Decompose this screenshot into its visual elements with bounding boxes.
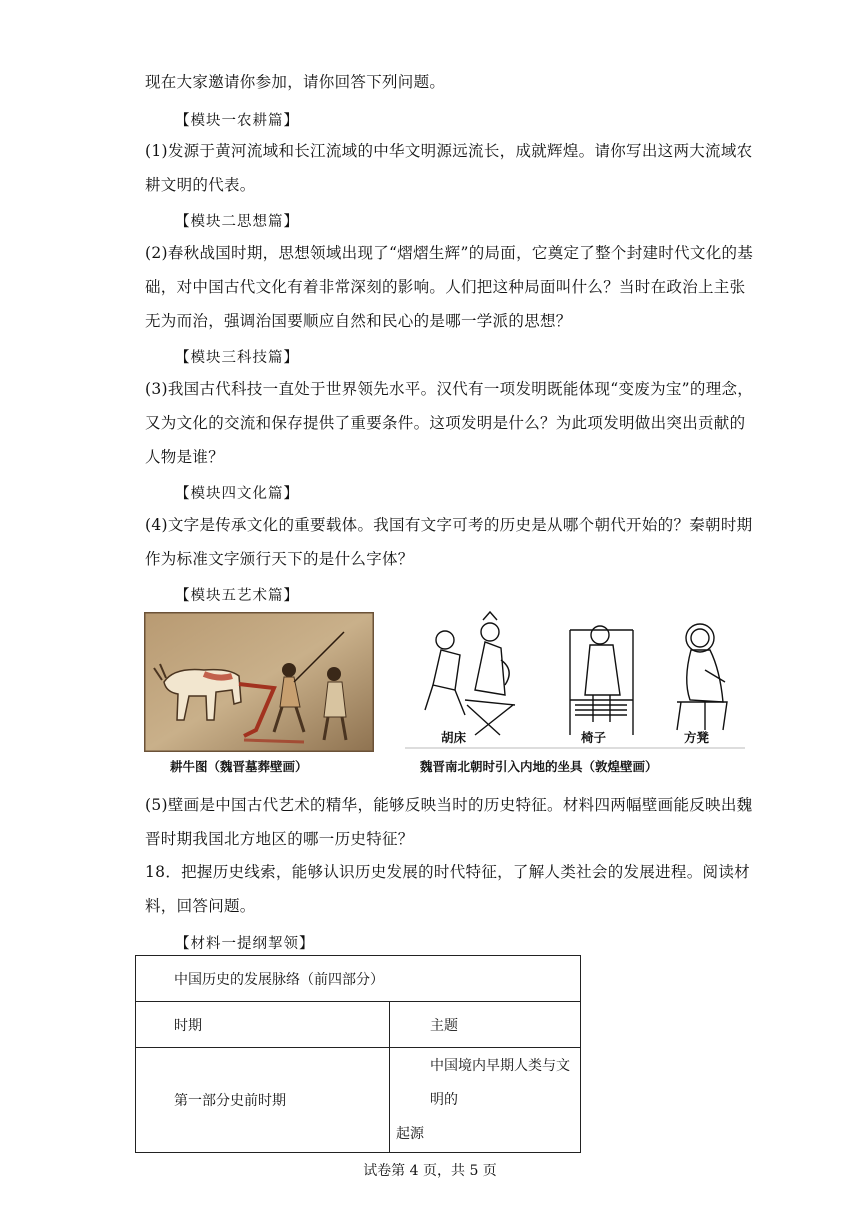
module-3-heading: 【模块三科技篇】 [175, 350, 299, 366]
left-figure-caption: 耕牛图（魏晋墓葬壁画） [170, 759, 308, 774]
page-footer: 试卷第 4 页，共 5 页 [363, 1163, 497, 1179]
table-row-1-period: 第一部分史前时期 [136, 1048, 390, 1153]
q18-line-1: 18．把握历史线索，能够认识历史发展的时代特征，了解人类社会的发展进程。阅读材 [145, 863, 750, 881]
module-1-heading: 【模块一农耕篇】 [175, 113, 299, 129]
q5-line-2: 晋时期我国北方地区的哪一历史特征？ [145, 830, 414, 848]
intro-text: 现在大家邀请你参加，请你回答下列问题。 [145, 73, 446, 91]
q3-line-2: 又为文化的交流和保存提供了重要条件。这项发明是什么？为此项发明做出突出贡献的 [145, 414, 746, 432]
q4-line-2: 作为标准文字颁行天下的是什么字体？ [145, 550, 414, 568]
module-5-heading: 【模块五艺术篇】 [175, 588, 299, 604]
ox-plowing-mural-image [144, 612, 374, 752]
module-4-heading: 【模块四文化篇】 [175, 486, 299, 502]
module-2-heading: 【模块二思想篇】 [175, 214, 299, 230]
table-header-theme: 主题 [390, 1002, 581, 1048]
q18-line-2: 料，回答问题。 [145, 897, 256, 915]
q1-line-2: 耕文明的代表。 [145, 176, 256, 194]
q5-line-1: (5)壁画是中国古代艺术的精华，能够反映当时的历史特征。材料四两幅壁画能反映出魏 [145, 796, 753, 814]
material-1-heading: 【材料一提纲挈领】 [175, 936, 315, 952]
seating-furniture-mural-image [405, 610, 745, 750]
q3-line-3: 人物是谁？ [145, 448, 225, 466]
q1-line-1: (1)发源于黄河流域和长江流域的中华文明源远流长，成就辉煌。请你写出这两大流域农 [145, 142, 753, 160]
table-row-1-theme [390, 1048, 581, 1153]
table-row-1-theme-line-1: 中国境内早期人类与文明的 [430, 1058, 570, 1108]
q3-line-1: (3)我国古代科技一直处于世界领先水平。汉代有一项发明既能体现“变废为宝”的理念， [145, 380, 754, 398]
table-header-period: 时期 [136, 1002, 390, 1048]
table-title: 中国历史的发展脉络（前四部分） [136, 956, 581, 1002]
q2-line-3: 无为而治，强调治国要顺应自然和民心的是哪一学派的思想？ [145, 312, 572, 330]
q4-line-1: (4)文字是传承文化的重要载体。我国有文字可考的历史是从哪个朝代开始的？秦朝时期 [145, 516, 753, 534]
q2-line-1: (2)春秋战国时期，思想领域出现了“熠熠生辉”的局面，它奠定了整个封建时代文化的基 [145, 244, 754, 262]
label-hu-chuang: 胡床 [441, 730, 467, 745]
history-outline-table [135, 955, 581, 1153]
label-square-stool: 方凳 [684, 730, 710, 745]
right-figure-caption: 魏晋南北朝时引入内地的坐具（敦煌壁画） [420, 759, 658, 774]
table-row-1-theme-line-2: 起源 [396, 1126, 424, 1142]
q2-line-2: 础，对中国古代文化有着非常深刻的影响。人们把这种局面叫什么？当时在政治上主张 [145, 278, 746, 296]
label-chair: 椅子 [581, 730, 607, 745]
